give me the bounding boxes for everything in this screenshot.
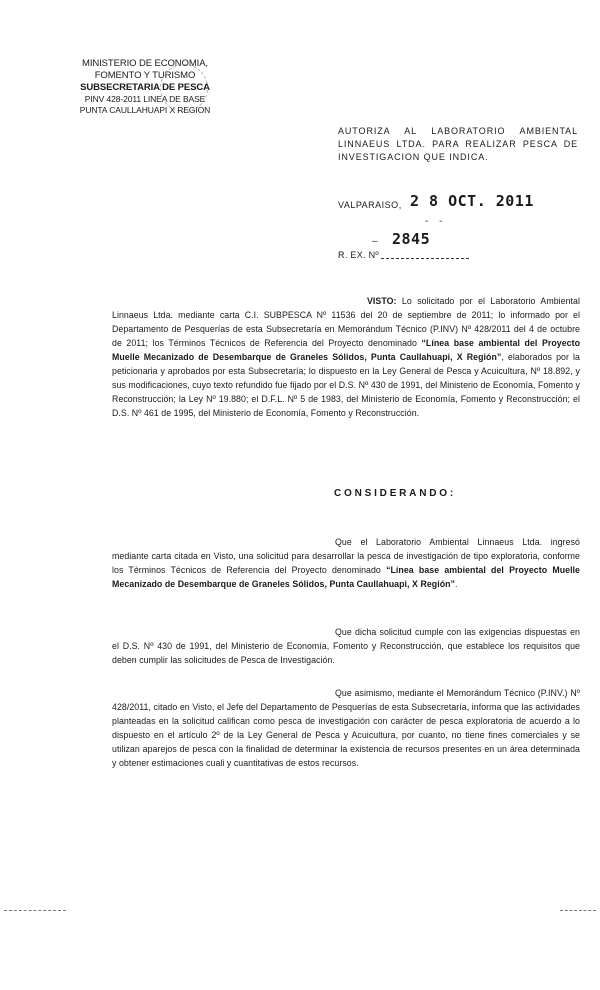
visto-paragraph	[112, 294, 580, 420]
date-place: VALPARAISO,	[338, 200, 402, 210]
date-stamp: 2 8 OCT. 2011	[410, 192, 534, 210]
header-ministry-line-2: FOMENTO Y TURISMO	[94, 70, 196, 81]
considerando-text-1-end: .	[455, 579, 458, 589]
number-dash: –	[372, 236, 378, 247]
rex-line	[338, 250, 469, 260]
header-file-ref: PINV 428-2011 LINEA DE BASE	[84, 94, 206, 104]
seal-stamp-icon	[160, 64, 208, 112]
header-file-ref-2: PUNTA CAULLAHUAPI X REGION	[79, 105, 211, 115]
considerando-paragraph-3	[112, 686, 580, 770]
considerando-project-name: “Línea base ambiental del Proyecto Muelle Mecanizado de Desembarque de Graneles Sólidos, Punta Caullahuapi, X Región”	[112, 565, 580, 589]
considerando-paragraph-2	[112, 625, 580, 667]
visto-project-name: “Línea base ambiental del Proyecto Muelle Mecanizado de Desembarque de Graneles Sólidos, Punta Caullahuapi, X Región”	[112, 338, 580, 362]
rex-label: R. EX. Nº	[338, 250, 379, 260]
visto-text-1: Lo solicitado por el Laboratorio Ambiental Linnaeus Ltda. mediante carta C.I. SUBPESCA Nº 11536 del 20 de septiembre de 2011; lo informado por el Departamento de Pesquerías de esta Subsecretaría en Memorándum Técnico (P.INV) Nº 428/2011 del 4 de octubre de 2011; los Términos Técnicos de Referencia del Proyecto denominado	[112, 296, 580, 348]
resolution-number: 2845	[392, 230, 431, 248]
considerando-text-2: Que dicha solicitud cumple con las exigencias dispuestas en el D.S. Nº 430 de 1991, del Ministerio de Economía, Fomento y Reconstrucción, que establece los requisitos que deben cumplir las solicitudes de Pesca de Investigación.	[112, 627, 580, 665]
date-marks: - -	[425, 216, 447, 227]
visto-text-2: , elaborados por la peticionaria y aprobados por esta Subsecretaría; lo dispuesto en la Ley General de Pesca y Acuicultura, Nº 18.892, y sus modificaciones, cuyo texto refundido fue fijado por el D.S. Nº 430 de 1991, del Ministerio de Economía, Fomento y Reconstrucción; la Ley Nº 19.880; el D.F.L. Nº 5 de 1983, del Ministerio de Economía, Fomento y Reconstrucción; el D.S. Nº 461 de 1995, del Ministerio de Economía, Fomento y Reconstrucción.	[112, 352, 580, 418]
footer-dash-left	[4, 910, 66, 911]
resolution-subject: AUTORIZA AL LABORATORIO AMBIENTAL LINNAEUS LTDA. PARA REALIZAR PESCA DE INVESTIGACION QUE INDICA.	[338, 126, 578, 162]
considerando-text-3: Que asimismo, mediante el Memorándum Técnico (P.INV.) Nº 428/2011, citado en Visto, el Jefe del Departamento de Pesquerías de esta Subsecretaría, informa que las actividades planteadas en la solicitud califican como pesca de investigación con carácter de pesca exploratoria de acuerdo a lo dispuesto en el artículo 2º de la Ley General de Pesca y Acuicultura, por cuanto, no tiene fines comerciales y se utilizan aparejos de pesca con la finalidad de determinar la existencia de recursos presentes en un área determinada y obtener estimaciones cuali y cuantitativas de estos recursos.	[112, 688, 580, 768]
visto-label: VISTO:	[367, 296, 397, 306]
considerando-heading: CONSIDERANDO:	[334, 488, 456, 499]
header-ministry-line: MINISTERIO DE ECONOMIA,	[82, 58, 208, 69]
considerando-paragraph-1	[112, 535, 580, 591]
footer-dash-right	[560, 910, 596, 911]
rex-underline	[381, 258, 469, 259]
considerando-text-1: Que el Laboratorio Ambiental Linnaeus Ltda. ingresó mediante carta citada en Visto, una solicitud para desarrollar la pesca de investigación de tipo exploratoria, conforme los Términos Técnicos de Referencia del Proyecto denominado	[112, 537, 580, 575]
header-subsecretaria: SUBSECRETARIA DE PESCA	[80, 82, 210, 93]
